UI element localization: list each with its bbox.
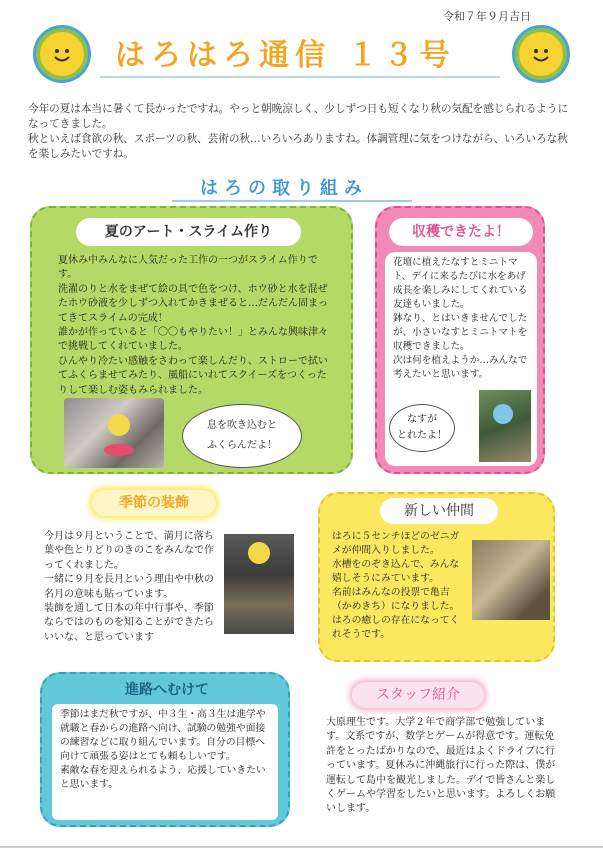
harvest-speech-bubble — [389, 404, 455, 452]
turtle-photo — [472, 540, 550, 620]
harvest-paragraph: 次は何を植えようか…みんなで考えたいと思います。 — [393, 355, 528, 380]
sun-smiley-icon — [36, 28, 88, 80]
harvest-panel — [385, 252, 537, 466]
season-heading: 季節の装飾 — [92, 490, 216, 516]
page-bottom-border — [0, 846, 603, 848]
harvest-paragraph: 鉢なり、とはいきませんでしたが、小さいなすとミニトマトを収穫できました。 — [393, 313, 528, 352]
slime-text — [58, 254, 333, 398]
moon-icon — [248, 542, 270, 564]
intro-text — [28, 102, 578, 162]
season-paragraph: 装飾を通して日本の年中行事や、季節ならではのものを知ることができたらいいな、と思っています — [44, 603, 214, 643]
issue-date: 令和７年９月吉日 — [443, 10, 531, 23]
section-divider — [172, 200, 412, 202]
career-paragraph: 季節はまだ秋ですが、中３生・高３生は進学や就職と春からの進路へ向け、試験の勉強や面接の練習などに取り組んでいます。自分の目標へ向けて頑張る姿はとても頼もしいです。 — [60, 709, 266, 762]
slime-article — [30, 206, 353, 474]
intro-paragraph: 今年の夏は本当に暑くて長かったですね。やっと朝晩涼しく、少しずつ日も短くなり秋の気配を感じられるようになってきました。 — [28, 103, 569, 130]
slime-paragraph: 夏休み中みんなに人気だった工作の一つがスライム作りです。 — [58, 255, 318, 281]
slime-photo — [64, 398, 164, 468]
harvest-text — [393, 256, 531, 382]
sun-smiley-icon — [515, 28, 567, 80]
bubble-line: なすが — [407, 414, 437, 425]
bubble-line: ふくらんだよ！ — [207, 440, 277, 451]
newsletter-title: はろはろ通信 １３号 — [115, 38, 456, 73]
bubble-line: とれたよ！ — [397, 430, 447, 441]
harvest-paragraph: 花壇に植えたなすとミニトマト、デイに来るたびに水をあげ成長を楽しみにしてくれている友達もいました。 — [393, 257, 528, 310]
season-paragraph: 今月は９月ということで、満月に落ち葉や色とりどりのきのこをみんなで作ってくれました。 — [44, 531, 214, 571]
harvest-photo — [479, 390, 531, 462]
newfriend-paragraph: 名前はみんなの投票で亀吉（かめきち）になりました。はろの癒しの存在になってくれそうです。 — [332, 587, 460, 640]
career-text — [60, 708, 272, 792]
staff-heading: スタッフ紹介 — [352, 682, 484, 708]
slime-bowl-icon — [104, 444, 134, 456]
newfriend-heading: 新しい仲間 — [380, 498, 498, 524]
harvest-heading: 収穫できたよ！ — [389, 218, 533, 246]
slime-paragraph: ひんやり冷たい感触をさわって楽しんだり、ストローで拭いてふくらませてみたり、風船にいれてスクイーズをつくったりして楽しむ姿もみられました。 — [58, 355, 328, 396]
career-paragraph: 素敵な春を迎えられるよう、応援していきたいと思います。 — [60, 765, 266, 790]
face-cover-icon — [493, 404, 513, 424]
career-heading: 進路へむけて — [125, 682, 209, 698]
newfriend-paragraph: はろに５センチほどのゼニガメが仲間入りしました。 — [332, 531, 460, 556]
section-heading: はろの取り組み — [200, 178, 368, 199]
slime-heading: 夏のアート・スライム作り — [76, 218, 301, 246]
season-text — [44, 530, 216, 645]
career-panel — [52, 704, 278, 820]
face-cover-icon — [108, 414, 130, 436]
newfriend-text — [332, 530, 468, 642]
title-divider — [100, 76, 500, 78]
staff-text: 大原理生です。大学２年で商学部で勉強しています。文系ですが、数学とゲームが得意です。運転免許をとったばかりなので、最近はよくドライブに行っています。夏休みに沖縄旅行に行った際は、僕が運転して島中を観光しました。デイで皆さんと楽しくゲームや学習をしたいと思います。よろしくお願いします。 — [326, 717, 556, 815]
intro-paragraph: 秋といえば食欲の秋、スポーツの秋、芸術の秋…いろいろありますね。体調管理に気をつけながら、いろいろな秋を楽しみたいですね。 — [28, 133, 568, 160]
season-photo — [224, 534, 294, 634]
slime-paragraph: 洗濯のりと水をまぜて絵の具で色をつけ、ホウ砂と水を混ぜたホウ砂液を少しずつ入れてかきまぜると…だんだん固まってきてスライムの完成！ — [58, 283, 328, 324]
bubble-line: 息を吹き込むと — [207, 420, 277, 431]
career-article — [40, 672, 290, 827]
slime-speech-bubble — [182, 404, 302, 468]
season-paragraph: 一緒に９月を長月という理由や中秋の名月の意味も貼っています。 — [44, 574, 214, 600]
harvest-article — [375, 206, 545, 474]
newfriend-paragraph: 水槽をのぞき込んで、みんな嬉しそうにみています。 — [332, 559, 460, 584]
newfriend-article — [318, 492, 555, 662]
slime-paragraph: 誰かが作っていると「〇〇もやりたい！」とみんな興味津々で挑戦してくれていました。 — [58, 327, 328, 353]
